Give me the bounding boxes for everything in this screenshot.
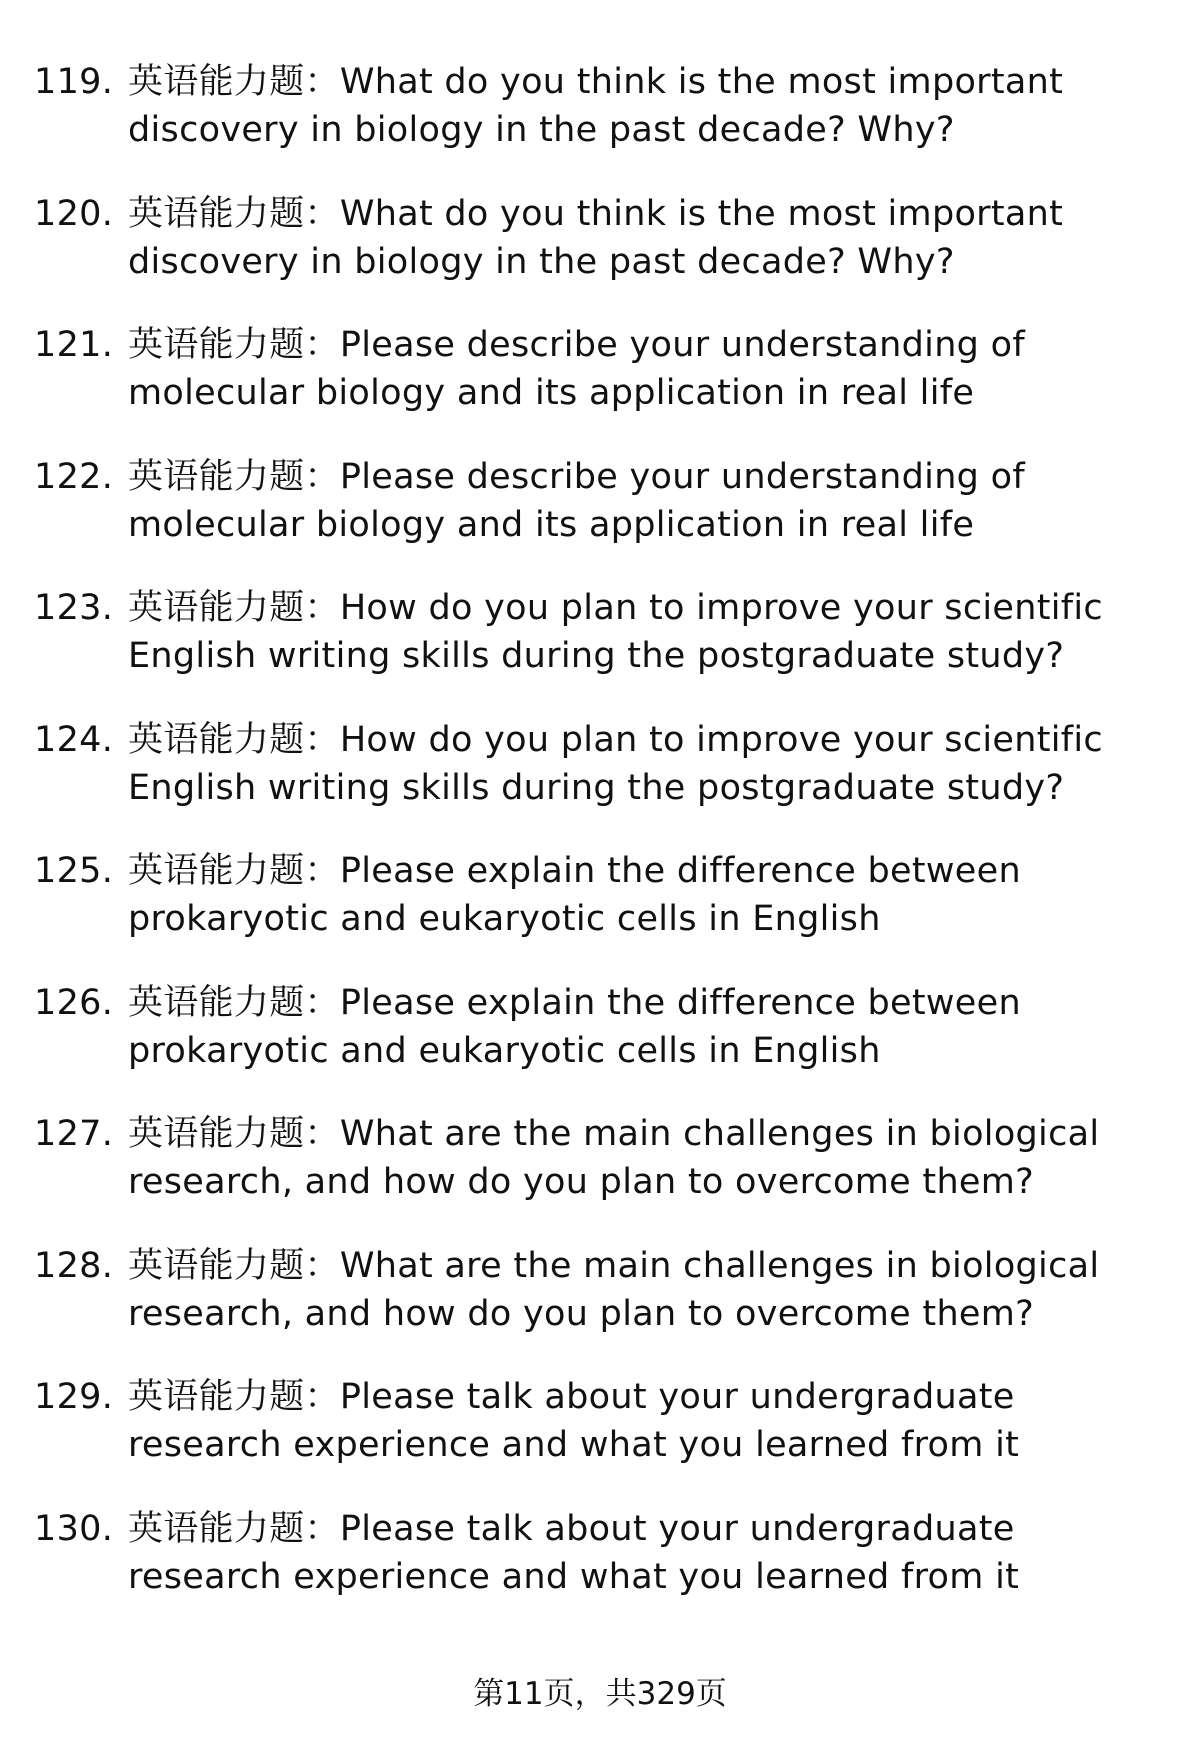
question-prefix: 英语能力题： — [128, 193, 340, 234]
question-prefix: 英语能力题： — [128, 982, 340, 1023]
question-prefix: 英语能力题： — [128, 456, 340, 497]
question-prefix: 英语能力题： — [128, 1508, 340, 1549]
question-text: What do you think is the most important discovery in biology in the past decade? Why? — [128, 62, 1064, 150]
question-number: 121. — [34, 325, 114, 365]
question-number: 126. — [34, 982, 114, 1023]
question-body — [128, 979, 1168, 1075]
question-number: 119. — [34, 62, 114, 102]
question-prefix: 英语能力题： — [128, 588, 340, 628]
question-text: What do you think is the most important discovery in biology in the past decade? Why? — [128, 193, 1064, 282]
question-number: 129. — [34, 1377, 114, 1417]
question-item — [0, 1505, 1200, 1637]
question-number: 128. — [34, 1245, 114, 1286]
question-text: Please describe your understanding of molecular biology and its application in real life — [128, 325, 1025, 413]
question-body — [128, 584, 1168, 680]
question-prefix: 英语能力题： — [128, 851, 340, 891]
question-item — [0, 1110, 1200, 1242]
question-body — [128, 716, 1168, 812]
question-number: 120. — [34, 193, 114, 234]
question-item — [0, 58, 1200, 190]
page-footer — [0, 1672, 1200, 1716]
question-body — [128, 1110, 1168, 1206]
question-prefix: 英语能力题： — [128, 62, 340, 102]
question-text: How do you plan to improve your scientific English writing skills during the postgraduate study? — [128, 588, 1103, 676]
question-text: Please explain the difference between prokaryotic and eukaryotic cells in English — [128, 982, 1021, 1071]
question-text: What are the main challenges in biological research, and how do you plan to overcome them? — [128, 1114, 1100, 1202]
question-item — [0, 847, 1200, 979]
question-text: What are the main challenges in biological research, and how do you plan to overcome them? — [128, 1245, 1100, 1334]
question-prefix: 英语能力题： — [128, 1245, 340, 1286]
question-body — [128, 453, 1168, 549]
question-item — [0, 1242, 1200, 1374]
question-text: Please explain the difference between prokaryotic and eukaryotic cells in English — [128, 851, 1021, 939]
page-number-label: 第11页，共329页 — [473, 1676, 727, 1712]
question-body — [128, 190, 1168, 286]
question-list — [0, 58, 1200, 1636]
question-text: Please describe your understanding of molecular biology and its application in real life — [128, 456, 1025, 545]
question-number: 123. — [34, 588, 114, 628]
question-body — [128, 1242, 1168, 1338]
question-prefix: 英语能力题： — [128, 719, 340, 760]
question-number: 127. — [34, 1114, 114, 1154]
question-item — [0, 979, 1200, 1111]
question-body — [128, 321, 1168, 417]
question-item — [0, 190, 1200, 322]
question-item — [0, 453, 1200, 585]
question-body — [128, 847, 1168, 943]
question-item — [0, 584, 1200, 716]
question-body — [128, 1373, 1168, 1469]
question-item — [0, 321, 1200, 453]
question-text: Please talk about your undergraduate research experience and what you learned from it — [128, 1508, 1020, 1597]
question-number: 124. — [34, 719, 114, 760]
question-text: Please talk about your undergraduate research experience and what you learned from it — [128, 1377, 1020, 1465]
question-number: 125. — [34, 851, 114, 891]
question-item — [0, 1373, 1200, 1505]
question-prefix: 英语能力题： — [128, 1114, 340, 1154]
question-item — [0, 716, 1200, 848]
question-text: How do you plan to improve your scientific English writing skills during the postgraduate study? — [128, 719, 1103, 808]
question-number: 130. — [34, 1508, 114, 1549]
question-prefix: 英语能力题： — [128, 1377, 340, 1417]
question-number: 122. — [34, 456, 114, 497]
question-body — [128, 58, 1168, 154]
question-prefix: 英语能力题： — [128, 325, 340, 365]
question-body — [128, 1505, 1168, 1601]
